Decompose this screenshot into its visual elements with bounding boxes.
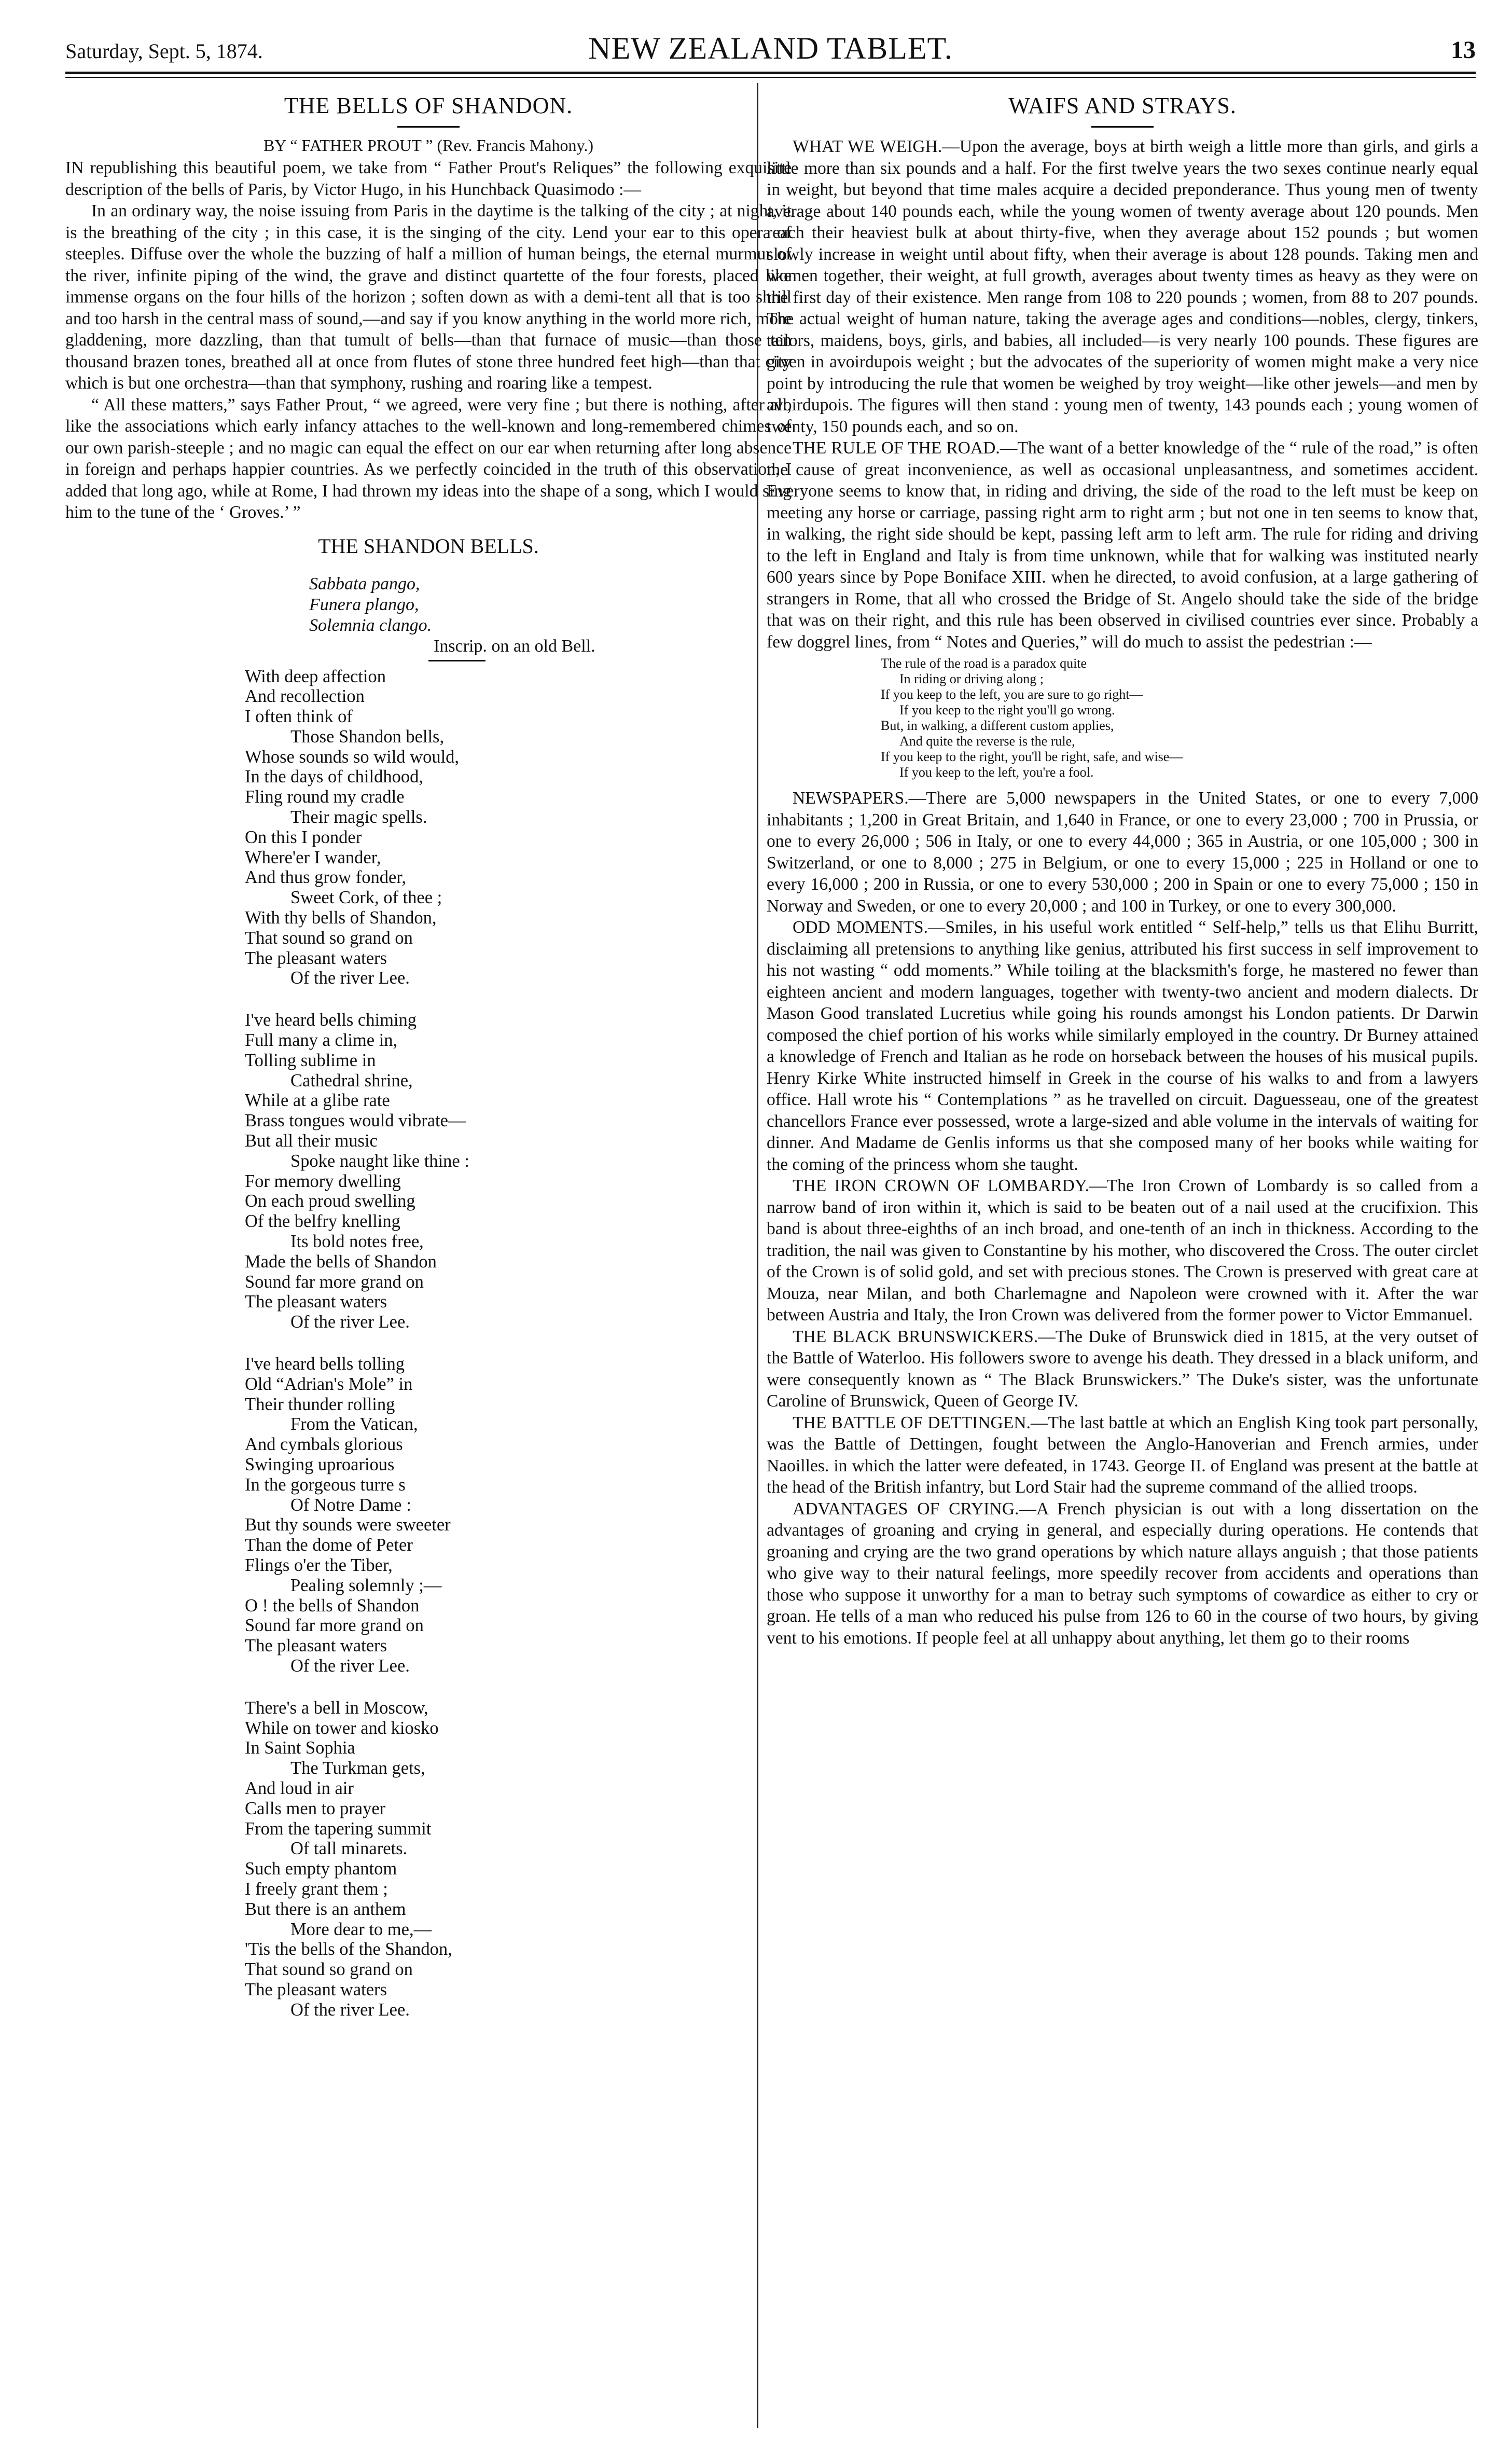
section-text: —Smiles, in his useful work entitled “ Self-help,” tells us that Elihu Burritt, disclaiming all pretensions to anything like genius, attributed his first success in self improvement to his not wasting “ odd moments.” While toiling at the blacksmith's forge, he mastered no fewer than eighteen ancient and modern languages, together with twenty-two ancient and modern dialects. Dr Mason Good translated Lucretius while going his rounds amongst his London patients. Dr Darwin composed the chief portion of his works while similarly employed in the country. Dr Burney attained a knowledge of French and Italian as he rode on horseback between the houses of his musical pupils. Henry Kirke White instructed himself in Greek in the course of his walks to and from a lawyers office. Hall wrote his “ Contemplations ” as he travelled on circuit. Daguesseau, one of the greatest chancellors France ever possessed, wrote a large-sized and able volume in the intervals of waiting for dinner. And Madame de Genlis informs us that she composed many of her books while waiting for the coming of the princess whom she taught. bbox=[767, 918, 1478, 1174]
section-text: —The Iron Crown of Lombardy is so called from a narrow band of iron within it, which is said to be beaten out of a nail used at the crucifixion. This band is about three-eighths of an inch broad, and one-tenth of an inch in thickness. According to the tradition, the nail was given to Constantine by his mother, who discovered the Cross. The outer circlet of the Crown is of solid gold, and set with precious stones. The Crown is preserved with great care at Mouza, near Milan, and both Charlemagne and Napoleon were crowned with it. After the war between Austria and Italy, the Iron Crown was delivered from the former power to Victor Emmanuel. bbox=[767, 1176, 1478, 1325]
poem-line: That sound so grand on bbox=[245, 1960, 413, 1980]
page-header bbox=[65, 30, 1476, 66]
poem-line: On this I ponder bbox=[245, 827, 362, 847]
article-title-bells: THE BELLS OF SHANDON. bbox=[284, 93, 573, 118]
section-newspapers bbox=[767, 788, 1478, 917]
poem-line: O ! the bells of Shandon bbox=[245, 1595, 420, 1616]
epigraph bbox=[309, 574, 792, 657]
poem-line: Than the dome of Peter bbox=[245, 1535, 413, 1555]
section-heading: ODD MOMENTS. bbox=[793, 918, 928, 937]
poem-line: While on tower and kiosko bbox=[245, 1718, 439, 1738]
section-heading: THE RULE OF THE ROAD. bbox=[793, 438, 1000, 458]
poem-line: Its bold notes free, bbox=[290, 1232, 424, 1252]
poem-stanza bbox=[245, 667, 792, 989]
section-text: —A French physician is out with a long dissertation on the advantages of groaning and crying in general, and especially during operations. He contends that groaning and crying are the two grand operations by which nature allays anguish ; that those patients who give way to their natural feelings, more speedily recover from accidents and operations than those who suppose it unworthy for a man to betray such symptoms of cowardice as either to cry or groan. He tells of a man who reduced his pulse from 126 to 60 in the course of two hours, by giving vent to his emotions. If people feel at all unhappy about anything, let them go to their rooms bbox=[767, 1499, 1478, 1648]
poem-line: Spoke naught like thine : bbox=[290, 1151, 469, 1171]
verse-line: If you keep to the left, you are sure to go right— bbox=[881, 687, 1143, 702]
poem-line: Of the river Lee. bbox=[290, 1999, 410, 2020]
poem-line: Sound far more grand on bbox=[245, 1616, 424, 1636]
epigraph-line: Solemnia clango. bbox=[309, 615, 432, 635]
poem-line: In the gorgeous turre s bbox=[245, 1474, 406, 1495]
poem-line: Calls men to prayer bbox=[245, 1798, 386, 1818]
poem-line: Flings o'er the Tiber, bbox=[245, 1555, 393, 1575]
section-battle-dettingen bbox=[767, 1412, 1478, 1498]
poem-line: On each proud swelling bbox=[245, 1191, 415, 1211]
poem-line: Of the river Lee. bbox=[290, 968, 410, 988]
poem-line: Cathedral shrine, bbox=[290, 1070, 413, 1091]
section-heading: THE IRON CROWN OF LOMBARDY. bbox=[793, 1176, 1090, 1195]
section-advantages-crying bbox=[767, 1498, 1478, 1649]
poem-line: I've heard bells chiming bbox=[245, 1010, 417, 1030]
section-text: —Upon the average, boys at birth weigh a little more than girls, and girls a little more than six pounds and a half. For the first twelve years the two sexes continue nearly equal in weight, but beyond that time males acquire a decided preponderance. Thus young men of twenty average about 140 pounds each, while the young women of twenty average about 120 pounds. Men reach their heaviest bulk at about thirty-five, when they average about 152 pounds ; but women slowly increase in weight until about fifty, when their average is about 128 pounds. Taking men and women together, their weight, at full growth, averages about twenty times as heavy as they were on the first day of their existence. Men range from 108 to 220 pounds ; women, from 88 to 207 pounds. The actual weight of human nature, taking the average ages and conditions—nobles, clergy, tinkers, tailors, maidens, boys, girls, and babies, all included—is very nearly 100 pounds. These figures are given in avoirdupois weight ; but the advocates of the superiority of women might make a very nice point by introducing the rule that women be weighed by troy weight—like other jewels—and men by avoirdupois. The figures will then stand : young men of twenty, 143 pounds each ; young women of twenty, 150 pounds each, and so on. bbox=[767, 137, 1478, 436]
section-text: —The last battle at which an English King took part personally, was the Battle of Dettingen, fought between the Anglo-Hanoverian and French armies, under Naoilles. in which the latter were defeated, in 1743. George II. of England was present at the battle at the head of the British infantry, but Lord Stair had the supreme command of the allied troops. bbox=[767, 1413, 1478, 1497]
verse-line: If you keep to the right, you'll be right, safe, and wise— bbox=[881, 749, 1183, 764]
poem-line: Of the belfry knelling bbox=[245, 1211, 400, 1232]
poem-line: And loud in air bbox=[245, 1778, 354, 1798]
poem-line: With deep affection bbox=[245, 666, 386, 686]
poem-line: Whose sounds so wild would, bbox=[245, 747, 460, 767]
poem-line: But all their music bbox=[245, 1131, 378, 1151]
section-text: —The Duke of Brunswick died in 1815, at the very outset of the Battle of Waterloo. His followers swore to avenge his death. They dressed in a black uniform, and were consequently known as “ The Black Brunswickers.” The Duke's sister, was the unfortunate Caroline of Brunswick, Queen of George IV. bbox=[767, 1327, 1478, 1411]
poem-line: 'Tis the bells of the Shandon, bbox=[245, 1939, 452, 1960]
section-rule-of-road bbox=[767, 437, 1478, 653]
section-heading: THE BATTLE OF DETTINGEN. bbox=[793, 1413, 1031, 1432]
section-text: —There are 5,000 newspapers in the United States, or one to every 7,000 inhabitants ; 1,200 in Great Britain, and 1,640 in France, or one to every 23,000 ; 700 in Prussia, or one to every 26,000 ; 506 in Italy, or one to every 44,000 ; 365 in Austria, or one 105,000 ; 300 in Switzerland, or one to 8,000 ; 275 in Belgium, or one to every 15,000 ; 225 in Holland or one to every 16,000 ; 200 in Russia, or one to every 530,000 ; 200 in Spain or one to every 75,000 ; 150 in Norway and Sweden, or one to every 20,000 ; and 100 in Turkey, or one to every 300,000. bbox=[767, 789, 1478, 916]
section-black-brunswickers bbox=[767, 1326, 1478, 1412]
poem-line: And cymbals glorious bbox=[245, 1434, 403, 1455]
poem-line: The pleasant waters bbox=[245, 1636, 387, 1656]
poem-line: Their thunder rolling bbox=[245, 1394, 395, 1414]
poem-line: Brass tongues would vibrate— bbox=[245, 1111, 466, 1131]
poem-line: I often think of bbox=[245, 707, 353, 727]
epigraph-line: Sabbata pango, bbox=[309, 574, 420, 594]
verse-line: But, in walking, a different custom applies, bbox=[881, 718, 1114, 733]
road-verse bbox=[881, 656, 1478, 780]
poem-line: From the tapering summit bbox=[245, 1818, 432, 1839]
poem-line: Those Shandon bells, bbox=[290, 726, 445, 747]
poem-line: But there is an anthem bbox=[245, 1899, 406, 1919]
poem-line: The pleasant waters bbox=[245, 1979, 387, 1999]
header-rule-thin bbox=[65, 77, 1476, 78]
poem-line: Of tall minarets. bbox=[290, 1839, 408, 1859]
verse-line: If you keep to the left, you're a fool. bbox=[899, 765, 1094, 780]
title-rule bbox=[397, 126, 460, 128]
poem-line: In the days of childhood, bbox=[245, 767, 423, 787]
poem-line: And thus grow fonder, bbox=[245, 867, 406, 888]
page-number: 13 bbox=[1451, 36, 1476, 64]
section-iron-crown bbox=[767, 1175, 1478, 1326]
poem-line: Full many a clime in, bbox=[245, 1030, 398, 1051]
poem-line: Their magic spells. bbox=[290, 807, 427, 827]
left-column bbox=[65, 92, 792, 2042]
verse-line: The rule of the road is a paradox quite bbox=[881, 656, 1087, 671]
epigraph-line: Funera plango, bbox=[309, 595, 419, 614]
hugo-paragraph: In an ordinary way, the noise issuing from Paris in the daytime is the talking of the city ; at night, it is the breathing of the city ; in this case, it is the singing of the city. Lend your ear to this opera of steeples. Diffuse over the whole the buzzing of half a million of human beings, the eternal murmur of the river, infinite piping of the wind, the grave and distinct quartette of the four forests, placed like immense organs on the four hills of the horizon ; soften down as with a demi-tent all that is too shrill and too harsh in the central mass of sound,—and say if you know anything in the world more rich, more gladdening, more dazzling, than that tumult of bells—than that furnace of music—than those ten thousand brazen tones, breathed all at once from flutes of stone three hundred feet high—than that city which is but one orchestra—than that symphony, rushing and roaring like a tempest. bbox=[65, 201, 792, 393]
poem-line: Of Notre Dame : bbox=[290, 1495, 411, 1515]
section-heading: ADVANTAGES OF CRYING. bbox=[793, 1499, 1019, 1519]
poem-line: The pleasant waters bbox=[245, 948, 387, 968]
poem-line: That sound so grand on bbox=[245, 928, 413, 948]
poem-line: Old “Adrian's Mole” in bbox=[245, 1374, 413, 1394]
section-heading: WHAT WE WEIGH. bbox=[793, 137, 942, 156]
poem-line: Pealing solemnly ;— bbox=[290, 1575, 442, 1595]
epigraph-source: Inscrip. on an old Bell. bbox=[434, 636, 595, 656]
poem-line: More dear to me,— bbox=[290, 1919, 432, 1939]
article-title-waifs: WAIFS AND STRAYS. bbox=[1008, 93, 1237, 118]
section-heading: THE BLACK BRUNSWICKERS. bbox=[793, 1327, 1038, 1346]
header-rule bbox=[65, 72, 1476, 74]
prout-paragraph: “ All these matters,” says Father Prout, “ we agreed, were very fine ; but there is nothing, after all, like the associations which early infancy attaches to the well-known and long-remembered chimes of our own parish-steeple ; and no magic can equal the effect on our ear when returning after long absence in foreign and perhaps happier countries. As we perfectly coincided in the truth of this observation, I added that long ago, while at Rome, I had thrown my ideas into the shape of a song, which I would sing him to the tune of the ‘ Groves.’ ” bbox=[65, 395, 792, 522]
section-heading: NEWSPAPERS. bbox=[793, 789, 909, 808]
poem-line: With thy bells of Shandon, bbox=[245, 908, 437, 928]
poem-line: Tolling sublime in bbox=[245, 1050, 376, 1070]
poem-line: Such empty phantom bbox=[245, 1859, 397, 1879]
poem-title: THE SHANDON BELLS. bbox=[318, 534, 539, 558]
masthead: NEW ZEALAND TABLET. bbox=[588, 31, 953, 65]
section-odd-moments bbox=[767, 917, 1478, 1175]
poem-stanza bbox=[245, 1354, 792, 1676]
section-text: —The want of a better knowledge of the “ rule of the road,” is often the cause of great inconvenience, as well as occasional unpleasantness, and sometimes accident. Everyone seems to know that, in riding and driving, the side of the road to the left must be keep on meeting any horse or carriage, passing right arm to right arm ; but not one in ten seems to know that, in walking, the right side should be kept, passing left arm to left arm. The rule for riding and driving to the left in England and Italy is from time unknown, while that for walking was instituted nearly 600 years since by Pope Boniface XIII. when he directed, to avoid confusion, at a large gathering of strangers in Rome, that all who crossed the Bridge of St. Angelo should take the side of the bridge that was on their right, and this rule has been observed in civilised countries ever since. Probably a few doggrel lines, from “ Notes and Queries,” will do much to assist the pedestrian :— bbox=[767, 438, 1478, 652]
verse-line: In riding or driving along ; bbox=[899, 671, 1044, 686]
poem-line: From the Vatican, bbox=[290, 1414, 418, 1434]
poem-line: Fling round my cradle bbox=[245, 787, 405, 807]
poem-line: Where'er I wander, bbox=[245, 847, 381, 867]
poem-line: The pleasant waters bbox=[245, 1292, 387, 1312]
poem-line: For memory dwelling bbox=[245, 1171, 401, 1191]
poem-line: Swinging uproarious bbox=[245, 1454, 395, 1474]
poem-line: I freely grant them ; bbox=[245, 1879, 388, 1899]
title-rule bbox=[1091, 126, 1154, 128]
verse-line: And quite the reverse is the rule, bbox=[899, 734, 1075, 749]
poem-line: And recollection bbox=[245, 686, 365, 707]
poem-line: Sweet Cork, of thee ; bbox=[290, 888, 442, 908]
verse-line: If you keep to the right you'll go wrong. bbox=[899, 702, 1115, 718]
poem-line: The Turkman gets, bbox=[290, 1758, 425, 1778]
poem-line: There's a bell in Moscow, bbox=[245, 1698, 428, 1718]
right-column bbox=[767, 92, 1478, 1649]
poem-stanza bbox=[245, 1698, 792, 2020]
intro-paragraph: IN republishing this beautiful poem, we take from “ Father Prout's Reliques” the following exquisite description of the bells of Paris, by Victor Hugo, in his Hunchback Quasimodo :— bbox=[65, 158, 792, 199]
epigraph-rule bbox=[428, 660, 485, 661]
poem-line: In Saint Sophia bbox=[245, 1738, 355, 1758]
poem-line: Made the bells of Shandon bbox=[245, 1251, 437, 1272]
poem-line: But thy sounds were sweeter bbox=[245, 1515, 451, 1535]
poem-line: Sound far more grand on bbox=[245, 1272, 424, 1292]
poem-stanzas bbox=[65, 667, 792, 2020]
poem-line: I've heard bells tolling bbox=[245, 1354, 405, 1374]
poem-stanza bbox=[245, 1010, 792, 1332]
section-what-we-weigh bbox=[767, 136, 1478, 437]
byline: BY “ FATHER PROUT ” (Rev. Francis Mahony.) bbox=[263, 136, 594, 155]
poem-line: Of the river Lee. bbox=[290, 1312, 410, 1332]
issue-date: Saturday, Sept. 5, 1874. bbox=[65, 39, 263, 63]
poem-line: Of the river Lee. bbox=[290, 1655, 410, 1676]
poem-line: While at a glibe rate bbox=[245, 1091, 390, 1111]
